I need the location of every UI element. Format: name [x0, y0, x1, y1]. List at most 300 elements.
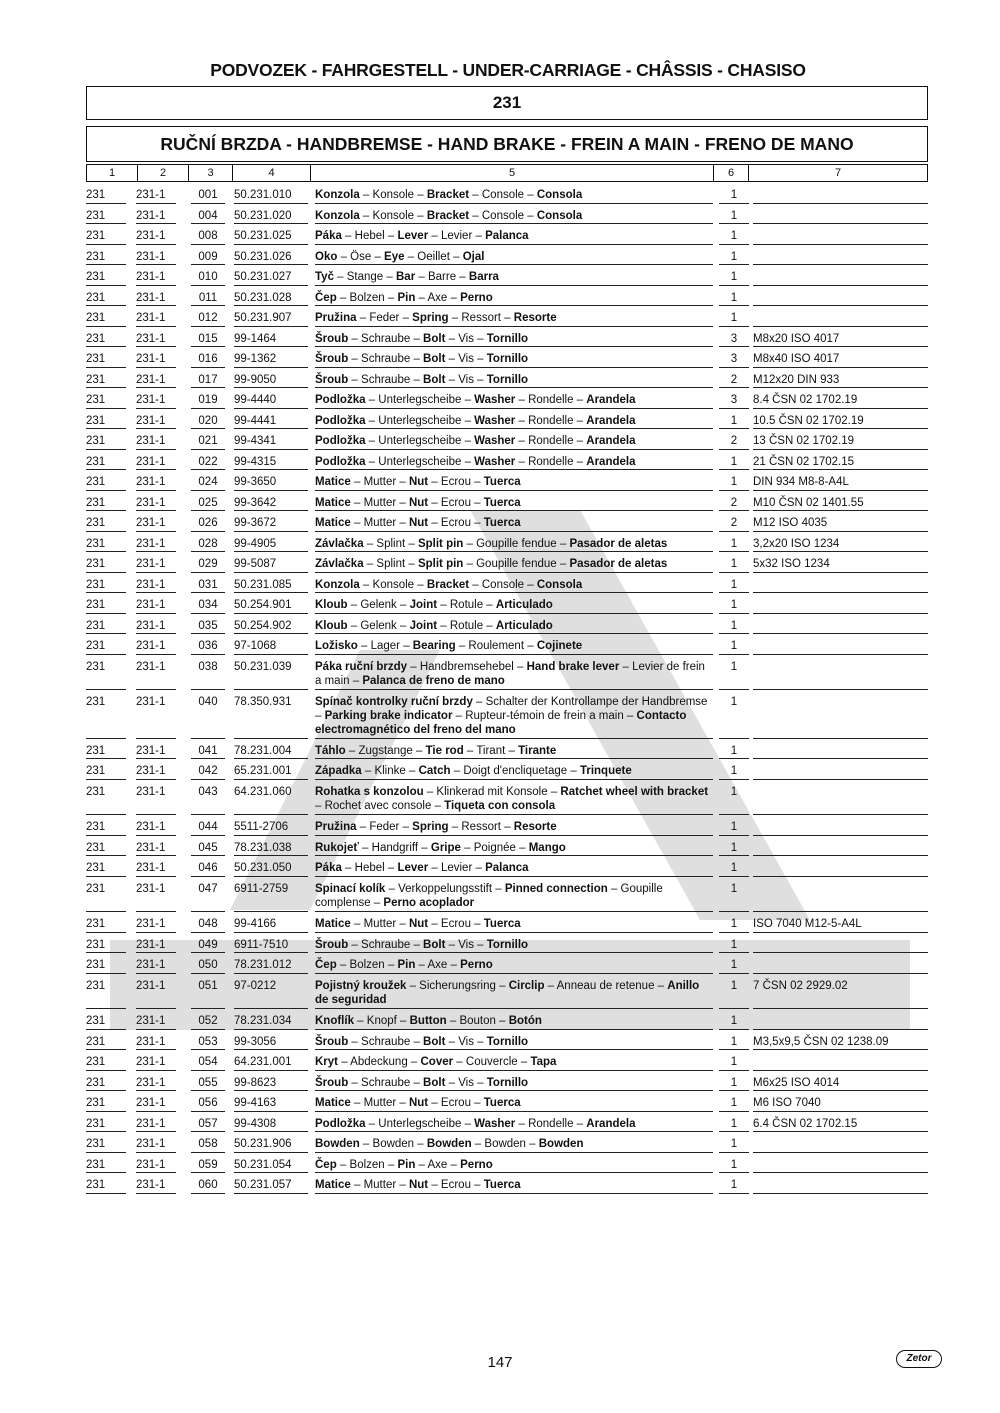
description-segment: – Mutter –	[350, 476, 409, 488]
description-segment: – Gelenk –	[347, 599, 410, 611]
description-segment: Matice	[315, 918, 351, 930]
description-segment: – Unterlegscheibe –	[365, 455, 475, 468]
subgroup-cell: 231-1	[136, 593, 176, 614]
description-segment: Articulado	[495, 599, 553, 611]
description-segment: Washer	[474, 1117, 516, 1130]
description-segment: – Ecrou –	[428, 496, 484, 509]
description-segment: – Verkoppelungsstift –	[385, 882, 505, 895]
note-cell	[753, 306, 928, 327]
quantity-cell: 1	[719, 1030, 749, 1051]
quantity-cell: 1	[719, 593, 749, 614]
subgroup-cell: 231-1	[136, 204, 176, 225]
description-segment: – Roulement –	[455, 640, 537, 652]
description-segment: Bar	[396, 271, 416, 283]
description-segment: – Rondelle –	[515, 414, 587, 427]
description-segment: Podložka	[315, 414, 366, 427]
description-segment: Bolt	[423, 353, 446, 365]
description-cell	[315, 1030, 713, 1051]
position-cell: 059	[191, 1153, 225, 1174]
description-segment: Nut	[408, 517, 429, 529]
position-cell: 021	[191, 429, 225, 450]
description-segment: – Anneau de retenue –	[544, 979, 668, 992]
description-segment: – Rondelle –	[515, 394, 587, 406]
description-segment: – Splint –	[363, 558, 418, 570]
subgroup-cell: 231-1	[136, 265, 176, 286]
description-segment: Ratchet wheel with bracket	[560, 785, 709, 798]
description-cell	[315, 1050, 713, 1071]
note-cell: M12x20 DIN 933	[753, 368, 928, 389]
description-cell	[315, 224, 713, 245]
description-segment: – Console –	[469, 209, 537, 222]
subgroup-cell: 231-1	[136, 1112, 176, 1133]
quantity-cell: 1	[719, 532, 749, 553]
description-segment: Šroub	[315, 1035, 349, 1048]
position-cell: 008	[191, 224, 225, 245]
description-segment: Perno	[460, 959, 493, 971]
description-segment: – Bolzen –	[336, 959, 398, 971]
position-cell: 036	[191, 634, 225, 655]
description-segment: Západka	[315, 765, 362, 777]
description-segment: – Ecrou –	[428, 918, 484, 930]
description-segment: Bearing	[412, 640, 456, 652]
position-cell: 049	[191, 933, 225, 954]
quantity-cell: 1	[719, 1112, 749, 1133]
description-segment: Nut	[408, 918, 429, 930]
description-segment: Botón	[508, 1015, 542, 1027]
group-cell: 231	[86, 409, 126, 430]
part-number-cell: 99-4441	[234, 409, 308, 430]
description-segment: Matice	[315, 517, 351, 529]
group-cell: 231	[86, 655, 126, 691]
description-segment: Bolt	[423, 1076, 446, 1089]
table-row	[86, 532, 928, 553]
quantity-cell: 1	[719, 1153, 749, 1174]
note-cell: M8x40 ISO 4017	[753, 347, 928, 368]
group-cell: 231	[86, 204, 126, 225]
quantity-cell: 1	[719, 1050, 749, 1071]
part-number-cell: 99-3056	[234, 1030, 308, 1051]
section-title-box: RUČNÍ BRZDA - HANDBREMSE - HAND BRAKE - FREIN A MAIN - FRENO DE MANO	[86, 126, 928, 162]
group-cell: 231	[86, 368, 126, 389]
position-cell: 010	[191, 265, 225, 286]
description-segment: Čep	[315, 959, 337, 971]
description-cell	[315, 511, 713, 532]
position-cell: 025	[191, 491, 225, 512]
quantity-cell: 1	[719, 224, 749, 245]
position-cell: 031	[191, 573, 225, 594]
subgroup-cell: 231-1	[136, 1132, 176, 1153]
description-cell	[315, 1132, 713, 1153]
quantity-cell: 1	[719, 450, 749, 471]
note-cell	[753, 933, 928, 954]
position-cell: 053	[191, 1030, 225, 1051]
position-cell: 057	[191, 1112, 225, 1133]
description-segment: Washer	[474, 435, 516, 447]
description-segment: Oko	[315, 250, 338, 263]
description-segment: – Konsole –	[359, 209, 427, 222]
subgroup-cell: 231-1	[136, 655, 176, 691]
description-cell	[315, 912, 713, 933]
description-segment: Šroub	[315, 1076, 349, 1089]
description-segment: Gripe	[430, 841, 461, 854]
description-segment: Cojinete	[536, 640, 583, 652]
quantity-cell: 1	[719, 552, 749, 573]
part-number-cell: 99-4315	[234, 450, 308, 471]
table-row	[86, 780, 928, 816]
description-segment: – Klinke –	[361, 765, 419, 777]
description-segment: – Mutter –	[350, 1097, 409, 1109]
description-segment: Trinquete	[579, 765, 632, 777]
description-segment: – Schraube –	[348, 373, 424, 386]
description-segment: – Levier –	[428, 862, 486, 874]
description-segment: Tornillo	[486, 1076, 529, 1089]
description-segment: – Abdeckung –	[338, 1056, 421, 1068]
description-segment: Matice	[315, 1179, 351, 1191]
column-header-1: 1	[86, 164, 138, 182]
part-number-cell: 99-1362	[234, 347, 308, 368]
description-segment: Rukojeť	[315, 841, 359, 854]
description-cell	[315, 856, 713, 877]
table-row	[86, 245, 928, 266]
quantity-cell: 1	[719, 815, 749, 836]
description-segment: – Rondelle –	[515, 1117, 587, 1130]
table-row	[86, 739, 928, 760]
subgroup-cell: 231-1	[136, 183, 176, 204]
description-segment: – Unterlegscheibe –	[365, 435, 475, 447]
table-row	[86, 912, 928, 933]
description-cell	[315, 450, 713, 471]
quantity-cell: 1	[719, 912, 749, 933]
note-cell: 7 ČSN 02 2929.02	[753, 974, 928, 1010]
description-segment: – Handgriff –	[358, 841, 431, 854]
description-segment: – Klinkerad mit Konsole –	[423, 785, 561, 798]
description-segment: Čep	[315, 1158, 337, 1171]
description-cell	[315, 573, 713, 594]
table-row	[86, 1112, 928, 1133]
description-segment: Závlačka	[315, 558, 364, 570]
description-segment: – Vis –	[445, 332, 487, 345]
part-number-cell: 50.231.010	[234, 183, 308, 204]
description-cell	[315, 470, 713, 491]
subgroup-cell: 231-1	[136, 836, 176, 857]
quantity-cell: 3	[719, 347, 749, 368]
description-segment: – Vis –	[445, 1076, 487, 1089]
part-number-cell: 99-4308	[234, 1112, 308, 1133]
description-segment: Tuerca	[483, 918, 521, 930]
description-cell	[315, 1009, 713, 1030]
subgroup-cell: 231-1	[136, 306, 176, 327]
group-cell: 231	[86, 306, 126, 327]
description-segment: – Schraube –	[348, 1076, 424, 1089]
position-cell: 041	[191, 739, 225, 760]
note-cell	[753, 836, 928, 857]
subgroup-cell: 231-1	[136, 815, 176, 836]
quantity-cell: 1	[719, 183, 749, 204]
description-cell	[315, 409, 713, 430]
description-segment: Tyč	[315, 271, 334, 283]
description-segment: – Splint –	[363, 537, 418, 550]
position-cell: 009	[191, 245, 225, 266]
description-segment: Lever	[397, 230, 429, 242]
description-cell	[315, 780, 713, 816]
description-segment: – Konsole –	[359, 578, 427, 591]
description-segment: Bolt	[423, 938, 446, 951]
position-cell: 060	[191, 1173, 225, 1194]
quantity-cell: 1	[719, 856, 749, 877]
part-number-cell: 50.231.050	[234, 856, 308, 877]
description-cell	[315, 429, 713, 450]
description-segment: Bracket	[426, 578, 470, 591]
table-row	[86, 1091, 928, 1112]
quantity-cell: 1	[719, 1173, 749, 1194]
position-cell: 004	[191, 204, 225, 225]
position-cell: 028	[191, 532, 225, 553]
quantity-cell: 3	[719, 327, 749, 348]
description-segment: Tornillo	[486, 353, 529, 365]
table-row	[86, 836, 928, 857]
part-number-cell: 50.231.054	[234, 1153, 308, 1174]
subgroup-cell: 231-1	[136, 1153, 176, 1174]
table-row	[86, 815, 928, 836]
note-cell: M12 ISO 4035	[753, 511, 928, 532]
group-cell: 231	[86, 1173, 126, 1194]
description-segment: Arandela	[586, 1117, 636, 1130]
note-cell	[753, 780, 928, 816]
description-segment: Matice	[315, 496, 351, 509]
part-number-cell: 99-4440	[234, 388, 308, 409]
group-cell: 231	[86, 974, 126, 1010]
description-segment: Tie rod	[425, 744, 464, 757]
group-cell: 231	[86, 1009, 126, 1030]
group-cell: 231	[86, 552, 126, 573]
description-segment: Pin	[397, 291, 416, 304]
group-cell: 231	[86, 511, 126, 532]
note-cell: M6x25 ISO 4014	[753, 1071, 928, 1092]
note-cell: M3,5x9,5 ČSN 02 1238.09	[753, 1030, 928, 1051]
description-segment: Button	[409, 1015, 447, 1027]
description-segment: Kryt	[315, 1056, 339, 1068]
description-segment: Hand brake lever	[526, 660, 620, 673]
subgroup-cell: 231-1	[136, 1091, 176, 1112]
group-cell: 231	[86, 491, 126, 512]
description-segment: – Rochet avec console –	[315, 799, 445, 812]
description-segment: Eye	[384, 250, 405, 263]
description-segment: Šroub	[315, 373, 349, 386]
description-cell	[315, 552, 713, 573]
description-segment: – Goupille fendue –	[463, 537, 570, 550]
subgroup-cell: 231-1	[136, 511, 176, 532]
part-number-cell: 99-5087	[234, 552, 308, 573]
description-cell	[315, 183, 713, 204]
quantity-cell: 1	[719, 655, 749, 691]
quantity-cell: 1	[719, 409, 749, 430]
part-number-cell: 99-4341	[234, 429, 308, 450]
group-cell: 231	[86, 1071, 126, 1092]
description-segment: Pasador de aletas	[569, 537, 668, 550]
note-cell	[753, 614, 928, 635]
subgroup-cell: 231-1	[136, 245, 176, 266]
description-segment: – Rotule –	[437, 599, 496, 611]
note-cell	[753, 245, 928, 266]
description-segment: – Feder –	[356, 821, 413, 833]
description-segment: Consola	[536, 578, 583, 591]
part-number-cell: 65.231.001	[234, 759, 308, 780]
quantity-cell: 1	[719, 286, 749, 307]
description-segment: – Rupteur-témoin de frein a main –	[452, 710, 637, 722]
description-segment: Perno acoplador	[383, 896, 475, 909]
subgroup-cell: 231-1	[136, 286, 176, 307]
description-segment: Tuerca	[483, 517, 521, 529]
description-segment: Konzola	[315, 209, 360, 222]
group-cell: 231	[86, 1050, 126, 1071]
description-segment: – Öse –	[337, 250, 385, 263]
description-segment: Tuerca	[483, 1097, 521, 1109]
table-row	[86, 974, 928, 1010]
note-cell: M10 ČSN 02 1401.55	[753, 491, 928, 512]
subgroup-cell: 231-1	[136, 739, 176, 760]
description-segment: – Ecrou –	[428, 517, 484, 529]
position-cell: 056	[191, 1091, 225, 1112]
position-cell: 047	[191, 877, 225, 913]
description-segment: Táhlo	[315, 744, 346, 757]
group-cell: 231	[86, 690, 126, 739]
description-segment: Arandela	[586, 455, 636, 468]
description-segment: Tornillo	[486, 373, 529, 386]
description-segment: – Vis –	[445, 1035, 487, 1048]
note-cell	[753, 573, 928, 594]
description-segment: Nut	[408, 496, 429, 509]
description-segment: – Mutter –	[350, 1179, 409, 1191]
note-cell	[753, 655, 928, 691]
description-cell	[315, 614, 713, 635]
quantity-cell: 1	[719, 306, 749, 327]
description-segment: – Oeillet –	[404, 250, 463, 263]
description-segment: – Ecrou –	[428, 1097, 484, 1109]
position-cell: 052	[191, 1009, 225, 1030]
description-segment: Kloub	[315, 599, 348, 611]
description-segment: Tuerca	[483, 476, 521, 488]
table-row	[86, 409, 928, 430]
description-segment: Perno	[460, 1158, 493, 1171]
table-row	[86, 347, 928, 368]
note-cell	[753, 265, 928, 286]
note-cell: 6.4 ČSN 02 1702.15	[753, 1112, 928, 1133]
table-row	[86, 1153, 928, 1174]
subgroup-cell: 231-1	[136, 1173, 176, 1194]
subgroup-cell: 231-1	[136, 1009, 176, 1030]
description-segment: Šroub	[315, 938, 349, 951]
quantity-cell: 1	[719, 953, 749, 974]
group-cell: 231	[86, 780, 126, 816]
table-row	[86, 450, 928, 471]
description-segment: Catch	[418, 765, 451, 777]
description-segment: Resorte	[513, 312, 557, 324]
position-cell: 001	[191, 183, 225, 204]
part-number-cell: 50.231.028	[234, 286, 308, 307]
table-row	[86, 511, 928, 532]
subgroup-cell: 231-1	[136, 634, 176, 655]
note-cell	[753, 856, 928, 877]
part-number-cell: 78.231.038	[234, 836, 308, 857]
note-cell	[753, 1153, 928, 1174]
description-segment: Pružina	[315, 821, 357, 833]
description-segment: Resorte	[513, 821, 557, 833]
table-row	[86, 470, 928, 491]
subgroup-cell: 231-1	[136, 690, 176, 739]
note-cell: 8.4 ČSN 02 1702.19	[753, 388, 928, 409]
description-segment: – Mutter –	[350, 918, 409, 930]
note-cell	[753, 759, 928, 780]
table-row	[86, 204, 928, 225]
note-cell	[753, 953, 928, 974]
part-number-cell: 50.231.907	[234, 306, 308, 327]
part-number-cell: 50.231.085	[234, 573, 308, 594]
table-row	[86, 265, 928, 286]
part-number-cell: 50.231.026	[234, 245, 308, 266]
description-segment: Páka	[315, 862, 342, 874]
description-segment: Arandela	[586, 394, 636, 406]
description-segment: Nut	[408, 476, 429, 488]
group-cell: 231	[86, 388, 126, 409]
subgroup-cell: 231-1	[136, 224, 176, 245]
description-segment: – Hebel –	[341, 230, 398, 242]
description-segment: Tuerca	[483, 496, 521, 509]
description-segment: – Zugstange –	[345, 744, 426, 757]
description-segment: Lever	[397, 862, 429, 874]
part-number-cell: 99-1464	[234, 327, 308, 348]
table-row	[86, 183, 928, 204]
group-cell: 231	[86, 759, 126, 780]
description-segment: Arandela	[586, 435, 636, 447]
description-segment: Podložka	[315, 1117, 366, 1130]
description-segment: Páka	[315, 230, 342, 242]
group-cell: 231	[86, 286, 126, 307]
description-segment: – Console –	[469, 189, 537, 201]
group-cell: 231	[86, 1132, 126, 1153]
description-segment: Spring	[412, 821, 449, 833]
quantity-cell: 1	[719, 739, 749, 760]
subgroup-cell: 231-1	[136, 491, 176, 512]
quantity-cell: 1	[719, 1009, 749, 1030]
table-row	[86, 759, 928, 780]
description-segment: – Lager –	[357, 640, 413, 652]
description-segment: – Mutter –	[350, 496, 409, 509]
note-cell	[753, 1173, 928, 1194]
description-cell	[315, 286, 713, 307]
quantity-cell: 1	[719, 614, 749, 635]
description-segment: Spínač kontrolky ruční brzdy	[315, 696, 473, 708]
table-row	[86, 368, 928, 389]
description-segment: – Axe –	[415, 959, 461, 971]
group-cell: 231	[86, 532, 126, 553]
page-number: 147	[487, 1354, 513, 1371]
position-cell: 017	[191, 368, 225, 389]
subgroup-cell: 231-1	[136, 614, 176, 635]
table-row	[86, 1173, 928, 1194]
quantity-cell: 1	[719, 877, 749, 913]
description-segment: – Schraube –	[348, 353, 424, 365]
table-row	[86, 1050, 928, 1071]
position-cell: 029	[191, 552, 225, 573]
description-segment: – Unterlegscheibe –	[365, 414, 475, 427]
position-cell: 045	[191, 836, 225, 857]
position-cell: 051	[191, 974, 225, 1010]
note-cell	[753, 877, 928, 913]
group-cell: 231	[86, 1091, 126, 1112]
table-row	[86, 1132, 928, 1153]
description-segment: – Bolzen –	[336, 291, 398, 304]
part-number-cell: 6911-7510	[234, 933, 308, 954]
